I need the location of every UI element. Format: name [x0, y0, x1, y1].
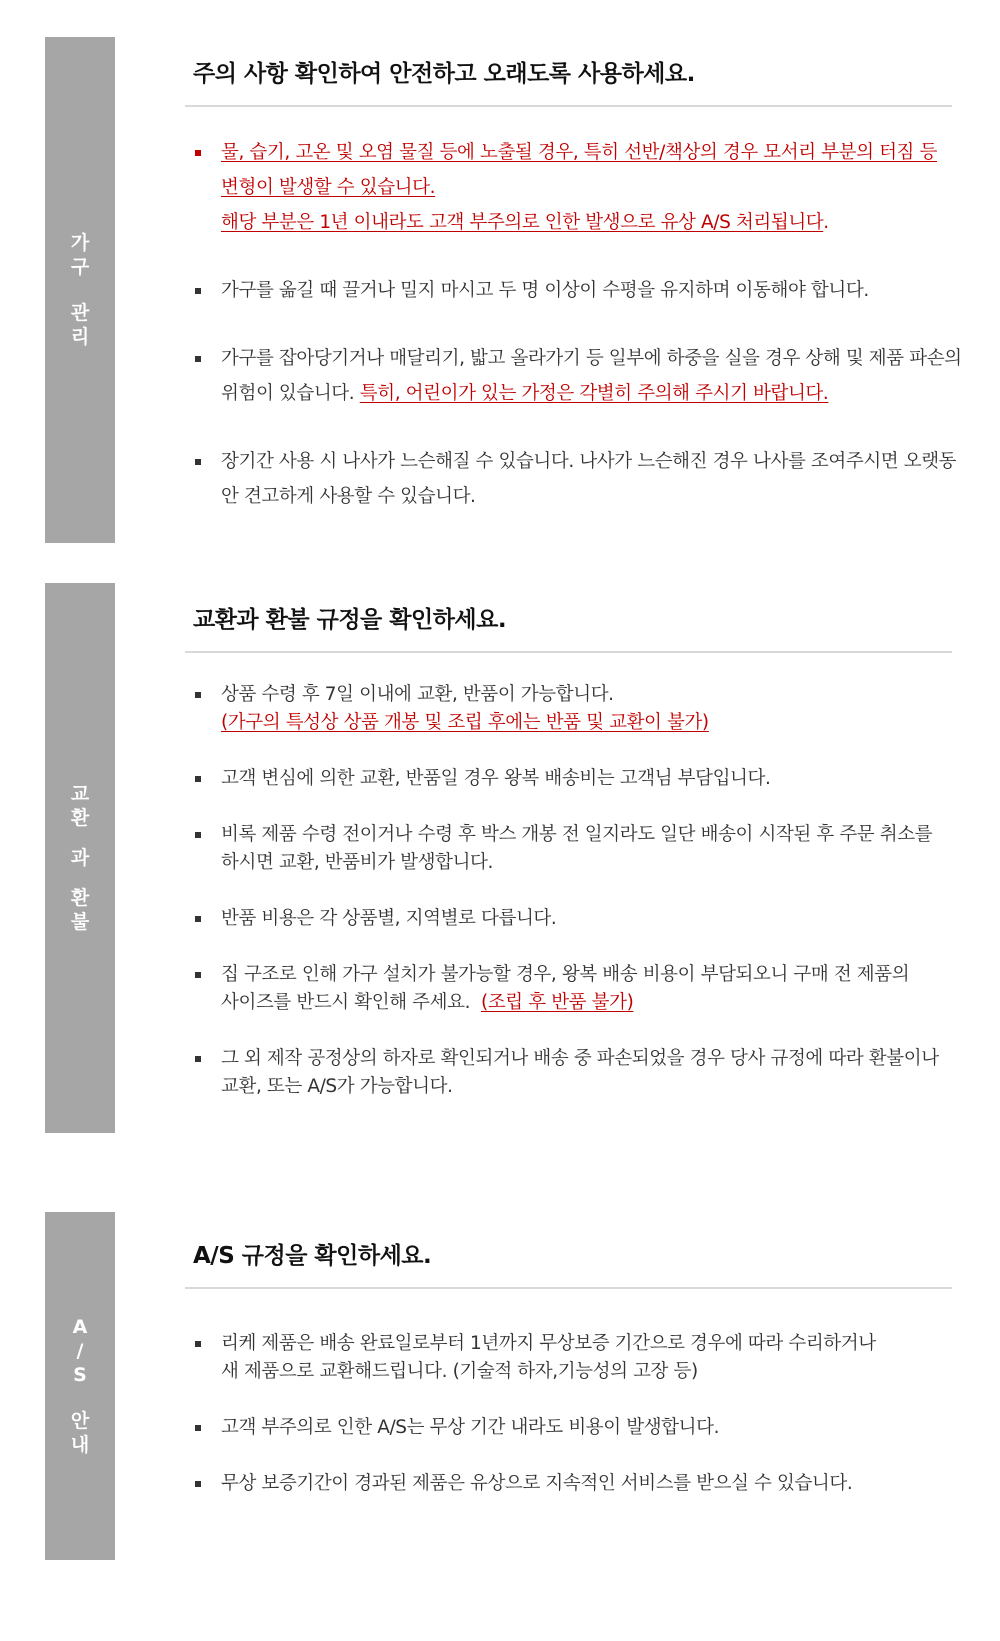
sidebar-label-group: [71, 846, 89, 870]
sidebar-label-group: [71, 231, 89, 279]
item-line: [221, 961, 953, 989]
item-text: 무상 보증기간이 경과된 제품은 유상으로 지속적인 서비스를 받으실 수 있습니다.: [221, 1473, 853, 1494]
highlighted-notice-text: 물, 습기, 고온 및 오염 물질 등에 노출될 경우, 특히 선반/책상의 경우 모서리 부분의 터짐 등: [221, 142, 937, 163]
sidebar-char: 안: [70, 1410, 90, 1432]
list-item: [193, 765, 953, 793]
highlighted-notice-text: (가구의 특성상 상품 개봉 및 조립 후에는 반품 및 교환이 불가): [221, 712, 709, 733]
sidebar-char: 불: [70, 911, 90, 933]
sidebar-label-group: [71, 782, 89, 830]
heading-divider: [185, 105, 952, 107]
sidebar-char: 과: [70, 847, 90, 869]
list-item: [193, 1045, 953, 1101]
sidebar-char: 리: [70, 326, 90, 348]
item-list: [193, 135, 962, 547]
sidebar-char: 관: [70, 302, 90, 324]
item-line: [221, 1358, 953, 1386]
heading-divider: [185, 651, 952, 653]
item-line: [221, 1073, 953, 1101]
item-text: 고객 변심에 의한 교환, 반품일 경우 왕복 배송비는 고객님 부담입니다.: [221, 768, 771, 789]
section-heading: 교환과 환불 규정을 확인하세요.: [193, 607, 507, 633]
bullet-icon: [195, 832, 201, 838]
heading-divider: [185, 1287, 952, 1289]
list-item: [193, 273, 953, 308]
list-item: [193, 1330, 953, 1386]
item-text: 상품 수령 후 7일 이내에 교환, 반품이 가능합니다.: [221, 684, 614, 705]
bullet-icon: [195, 1056, 201, 1062]
item-text: .: [823, 212, 829, 233]
list-item: [193, 821, 953, 877]
item-line: [221, 1045, 953, 1073]
item-line: [221, 681, 953, 709]
furniture-care-sidebar: [45, 37, 115, 543]
sidebar-char: 환: [70, 807, 90, 829]
item-line: [221, 479, 953, 514]
item-text: 가구를 잡아당기거나 매달리기, 밟고 올라가기 등 일부에 하중을 실을 경우 상해 및 제품 파손의: [221, 348, 962, 369]
item-line: [221, 135, 953, 170]
item-list: [193, 1330, 953, 1526]
bullet-icon: [195, 692, 201, 698]
list-item: [193, 341, 962, 411]
item-text: 반품 비용은 각 상품별, 지역별로 다릅니다.: [221, 908, 557, 929]
bullet-icon: [195, 356, 201, 362]
sidebar-char: 환: [70, 887, 90, 909]
sidebar-label-group: [71, 1409, 89, 1457]
highlighted-notice-text: 해당 부분은 1년 이내라도 고객 부주의로 인한 발생으로 유상 A/S 처리됩니다: [221, 212, 824, 233]
section-heading: A/S 규정을 확인하세요.: [193, 1243, 432, 1269]
item-text: 리케 제품은 배송 완료일로부터 1년까지 무상보증 기간으로 경우에 따라 수리하거나: [221, 1333, 876, 1354]
item-line: [221, 709, 953, 737]
item-line: [221, 341, 962, 376]
item-line: [221, 273, 953, 308]
highlighted-notice-text: (조립 후 반품 불가): [481, 992, 634, 1013]
list-item: [193, 1414, 953, 1442]
item-line: [221, 205, 953, 240]
sidebar-label-group: [71, 886, 89, 934]
item-line: [221, 989, 953, 1017]
list-item: [193, 135, 953, 240]
item-text: 비록 제품 수령 전이거나 수령 후 박스 개봉 전 일지라도 일단 배송이 시작된 후 주문 취소를: [221, 824, 933, 845]
item-line: [221, 444, 957, 479]
item-text: 새 제품으로 교환해드립니다. (기술적 하자,기능성의 고장 등): [221, 1361, 698, 1382]
exchange-refund-sidebar: [45, 583, 115, 1133]
bullet-icon: [195, 150, 201, 156]
item-text: 교환, 또는 A/S가 가능합니다.: [221, 1076, 453, 1097]
item-line: [221, 821, 953, 849]
item-text: 고객 부주의로 인한 A/S는 무상 기간 내라도 비용이 발생합니다.: [221, 1417, 720, 1438]
list-item: [193, 444, 957, 514]
bullet-icon: [195, 459, 201, 465]
section-heading: 주의 사항 확인하여 안전하고 오래도록 사용하세요.: [193, 61, 695, 87]
highlighted-notice-text: 특히, 어린이가 있는 가정은 각별히 주의해 주시기 바랍니다.: [359, 383, 829, 404]
item-line: [221, 849, 953, 877]
item-text: 집 구조로 인해 가구 설치가 불가능할 경우, 왕복 배송 비용이 부담되오니 구매 전 제품의: [221, 964, 910, 985]
bullet-icon: [195, 1425, 201, 1431]
sidebar-char: 구: [70, 256, 90, 278]
list-item: [193, 681, 953, 737]
item-line: [221, 905, 953, 933]
list-item: [193, 905, 953, 933]
item-text: 가구를 옮길 때 끌거나 밀지 마시고 두 명 이상이 수평을 유지하며 이동해야 합니다.: [221, 280, 869, 301]
item-text: 사이즈를 반드시 확인해 주세요.: [221, 992, 482, 1013]
highlighted-notice-text: 변형이 발생할 수 있습니다.: [221, 177, 436, 198]
bullet-icon: [195, 916, 201, 922]
item-line: [221, 1470, 953, 1498]
item-text: 위험이 있습니다.: [221, 383, 360, 404]
bullet-icon: [195, 972, 201, 978]
bullet-icon: [195, 1341, 201, 1347]
sidebar-char: A: [72, 1316, 88, 1338]
bullet-icon: [195, 1481, 201, 1487]
sidebar-label-group: [71, 301, 89, 349]
item-line: [221, 765, 953, 793]
item-text: 장기간 사용 시 나사가 느슨해질 수 있습니다. 나사가 느슨해진 경우 나사를 조여주시면 오랫동: [221, 451, 957, 472]
sidebar-char: S: [73, 1364, 87, 1386]
as-guide-sidebar: [45, 1212, 115, 1560]
item-text: 하시면 교환, 반품비가 발생합니다.: [221, 852, 493, 873]
sidebar-char: /: [76, 1340, 84, 1362]
item-line: [221, 1414, 953, 1442]
item-text: 안 견고하게 사용할 수 있습니다.: [221, 486, 476, 507]
list-item: [193, 1470, 953, 1498]
sidebar-char: 가: [70, 232, 90, 254]
item-list: [193, 681, 953, 1129]
bullet-icon: [195, 776, 201, 782]
item-line: [221, 376, 953, 411]
list-item: [193, 961, 953, 1017]
sidebar-char: 교: [70, 783, 90, 805]
item-text: 그 외 제작 공정상의 하자로 확인되거나 배송 중 파손되었을 경우 당사 규정에 따라 환불이나: [221, 1048, 939, 1069]
bullet-icon: [195, 288, 201, 294]
item-line: [221, 170, 953, 205]
item-line: [221, 1330, 953, 1358]
sidebar-label-group: [73, 1315, 88, 1387]
sidebar-char: 내: [70, 1434, 90, 1456]
